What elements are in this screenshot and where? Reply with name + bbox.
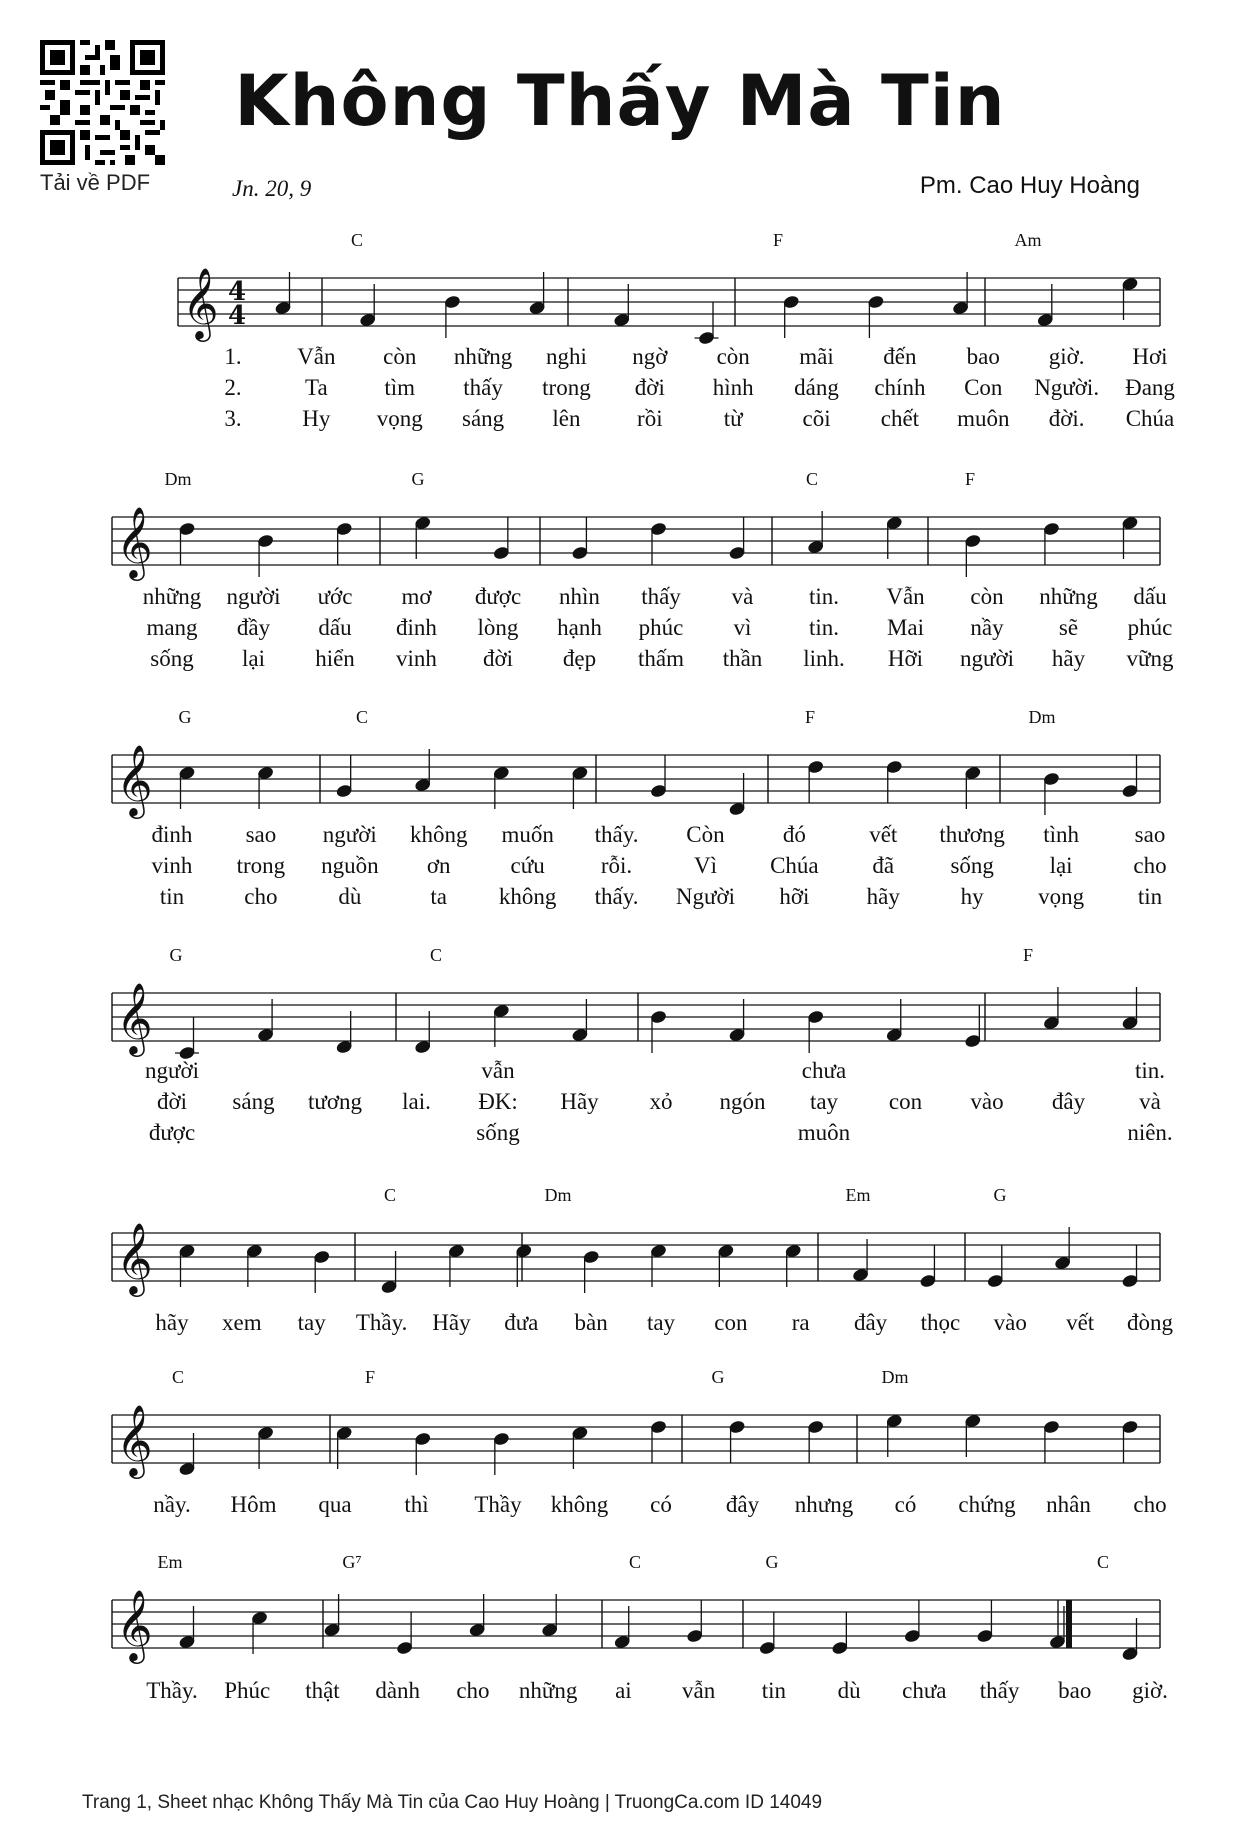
lyric-word: không — [409, 822, 468, 847]
lyric-word: Hãy — [560, 1089, 599, 1114]
lyric-word: chưa — [902, 1678, 947, 1703]
lyric-word: tin — [761, 1678, 786, 1703]
lyric-word: và — [1139, 1089, 1161, 1114]
lyric-word: phúc — [638, 615, 684, 640]
lyric-word: những — [142, 584, 202, 609]
lyric-word: được — [148, 1120, 196, 1145]
lyric-word: trong — [236, 853, 286, 878]
lyric-word: những — [1039, 584, 1098, 609]
treble-clef-icon: 𝄞 — [116, 981, 153, 1054]
download-pdf-link[interactable]: Tải về PDF — [40, 170, 151, 195]
lyric-word: đời — [482, 646, 514, 671]
final-barline-thick — [1066, 1600, 1072, 1648]
chord-symbol: Dm — [164, 469, 192, 489]
lyric-word: dấu — [1133, 584, 1167, 609]
lyric-word: nguồn — [321, 853, 379, 878]
lyric-word: đây — [853, 1310, 888, 1335]
lyric-word: đầy — [236, 615, 271, 640]
lyric-word: muôn — [957, 406, 1010, 431]
lyric-word: con — [888, 1089, 923, 1114]
lyric-word: sao — [1134, 822, 1166, 847]
lyric-word: sao — [245, 822, 277, 847]
lyric-word: lai. — [402, 1089, 431, 1114]
song-title: Không Thấy Mà Tin — [234, 60, 1006, 142]
lyric-word: đẹp — [562, 646, 597, 671]
lyric-word: linh. — [803, 646, 845, 671]
time-signature-bottom: 4 — [228, 301, 247, 331]
lyric-word: cứu — [510, 853, 545, 878]
lyric-word: không — [550, 1492, 609, 1517]
lyric-word: thấy — [979, 1678, 1020, 1703]
lyric-word: sống — [150, 646, 194, 671]
staff-system — [112, 707, 1167, 909]
lyric-word: thấy — [463, 375, 503, 400]
chord-symbol: C — [171, 1367, 185, 1387]
lyric-word: nghi — [546, 344, 587, 369]
lyric-word: thật — [305, 1678, 340, 1703]
lyric-word: Hỡi — [887, 646, 924, 671]
scripture-reference: Jn. 20, 9 — [232, 176, 312, 201]
lyric-word: vết — [869, 822, 898, 847]
lyric-word: vẫn — [682, 1678, 716, 1703]
lyric-word: xem — [222, 1310, 262, 1335]
lyric-word: thấy — [641, 584, 681, 609]
lyric-word: Chúa — [1125, 406, 1175, 431]
lyric-word: đó — [782, 822, 806, 847]
treble-clef-icon: 𝄞 — [116, 1403, 153, 1476]
lyric-word: vào — [993, 1310, 1027, 1335]
chord-symbol: Dm — [881, 1367, 909, 1387]
lyric-word: còn — [716, 344, 750, 369]
lyric-word: sẽ — [1058, 615, 1079, 640]
lyric-word: dấu — [318, 615, 352, 640]
staff-system — [178, 230, 1175, 431]
lyric-word: cõi — [802, 406, 831, 431]
chord-symbol: G — [411, 469, 425, 489]
lyric-word: mang — [146, 615, 198, 640]
lyric-word: vinh — [396, 646, 437, 671]
lyric-word: Người — [675, 884, 736, 909]
lyric-word: 3. — [224, 406, 242, 431]
lyric-word: đời — [634, 375, 665, 400]
lyric-word: tin. — [1134, 1058, 1166, 1083]
lyric-word: niên. — [1127, 1120, 1173, 1145]
lyric-word: sống — [950, 853, 994, 878]
staff-system — [112, 1367, 1167, 1517]
lyric-word: hiển — [315, 646, 355, 671]
lyric-word: ước — [317, 584, 353, 609]
lyric-word: qua — [318, 1492, 352, 1517]
lyric-word: người — [144, 1058, 200, 1083]
staff-system — [112, 945, 1173, 1145]
chord-symbol: Em — [845, 1185, 871, 1205]
lyric-word: dù — [338, 884, 362, 909]
lyric-word: ta — [430, 884, 448, 909]
lyric-word: nhân — [1046, 1492, 1091, 1517]
lyric-word: tin. — [808, 615, 840, 640]
lyric-word: bàn — [574, 1310, 608, 1335]
chord-symbol: F — [964, 469, 976, 489]
lyric-word: Thầy. — [355, 1310, 408, 1335]
chord-symbol: C — [355, 707, 369, 727]
lyric-word: đây — [1051, 1089, 1086, 1114]
chord-symbol: G — [993, 1185, 1007, 1205]
lyric-word: nhìn — [559, 584, 600, 609]
chord-symbol: C — [805, 469, 819, 489]
treble-clef-icon: 𝄞 — [116, 505, 153, 578]
lyric-word: thọc — [920, 1310, 961, 1335]
lyric-word: đinh — [396, 615, 437, 640]
lyric-word: lòng — [477, 615, 519, 640]
chord-symbol: G⁷ — [342, 1552, 362, 1572]
lyric-word: tin — [1137, 884, 1163, 909]
lyric-word: vọng — [376, 406, 423, 431]
lyric-word: đời. — [1048, 406, 1085, 431]
lyric-word: có — [894, 1492, 917, 1517]
lyric-word: sáng — [232, 1089, 275, 1114]
lyric-word: tương — [307, 1089, 363, 1114]
treble-clef-icon: 𝄞 — [182, 266, 219, 339]
lyric-word: thần — [722, 646, 763, 671]
lyric-word: hạnh — [557, 615, 602, 640]
lyric-word: hình — [712, 375, 754, 400]
chord-symbol: Am — [1014, 230, 1042, 250]
lyric-word: ai — [615, 1678, 632, 1703]
lyric-word: người — [226, 584, 281, 609]
lyric-word: bao — [966, 344, 1000, 369]
lyric-word: Thầy — [474, 1492, 522, 1517]
lyric-word: tình — [1043, 822, 1079, 847]
lyric-word: đưa — [504, 1310, 539, 1335]
lyric-word: phúc — [1127, 615, 1173, 640]
chord-symbol: G — [169, 945, 183, 965]
lyric-word: đã — [872, 853, 895, 878]
treble-clef-icon: 𝄞 — [116, 1221, 153, 1294]
lyric-word: tin. — [808, 584, 840, 609]
lyric-word: từ — [723, 406, 743, 431]
lyric-word: hãy — [155, 1310, 189, 1335]
lyric-word: vọng — [1038, 884, 1085, 909]
lyric-word: Thầy. — [146, 1678, 198, 1703]
lyric-word: Vì — [693, 853, 717, 878]
lyric-word: Phúc — [224, 1678, 271, 1703]
lyric-word: những — [453, 344, 513, 369]
lyric-word: vững — [1126, 646, 1174, 671]
chord-symbol: Em — [157, 1552, 183, 1572]
lyric-word: Ta — [305, 375, 328, 400]
lyric-word: lại — [242, 646, 265, 671]
lyric-word: mơ — [401, 584, 432, 609]
lyric-word: những — [518, 1678, 578, 1703]
chord-symbol: F — [804, 707, 816, 727]
lyric-word: tìm — [384, 375, 416, 400]
lyric-word: Đang — [1125, 375, 1175, 400]
lyric-word: nầy. — [153, 1492, 191, 1517]
lyric-word: xỏ — [649, 1089, 673, 1114]
lyric-word: ra — [791, 1310, 810, 1335]
lyric-word: thấm — [638, 646, 684, 671]
lyric-word: cho — [1133, 853, 1167, 878]
lyric-word: Người. — [1034, 375, 1100, 400]
lyric-word: đây — [725, 1492, 760, 1517]
lyric-word: Hôm — [230, 1492, 277, 1517]
lyric-word: 1. — [224, 344, 242, 369]
treble-clef-icon: 𝄞 — [116, 1588, 153, 1661]
lyric-word: Hãy — [432, 1310, 471, 1335]
lyric-word: còn — [970, 584, 1004, 609]
lyric-word: Còn — [686, 822, 725, 847]
lyric-word: ngón — [719, 1089, 766, 1114]
staff-system — [112, 1552, 1168, 1703]
chord-symbol: G — [178, 707, 192, 727]
lyric-word: Hơi — [1132, 344, 1168, 369]
lyric-word: ơn — [426, 853, 451, 878]
lyric-word: người — [322, 822, 377, 847]
staff-system — [112, 1185, 1174, 1335]
chord-symbol: F — [772, 230, 784, 250]
lyric-word: muôn — [797, 1120, 851, 1145]
lyric-word: hãy — [1051, 646, 1086, 671]
chord-symbol: C — [628, 1552, 642, 1572]
treble-clef-icon: 𝄞 — [116, 743, 153, 816]
lyric-word: chưa — [801, 1058, 847, 1083]
lyric-word: sáng — [462, 406, 505, 431]
lyric-word: người — [959, 646, 1015, 671]
chord-symbol: C — [429, 945, 443, 965]
lyric-word: sống — [476, 1120, 520, 1145]
lyric-word: chứng — [958, 1492, 1016, 1517]
lyric-word: có — [650, 1492, 672, 1517]
lyric-word: cho — [244, 884, 278, 909]
lyric-word: chính — [874, 375, 926, 400]
lyric-word: còn — [383, 344, 417, 369]
lyric-word: Con — [964, 375, 1003, 400]
lyric-word: đời — [156, 1089, 188, 1114]
lyric-word: rỗi. — [600, 853, 633, 878]
lyric-word: Vẫn — [297, 344, 336, 369]
lyric-word: thấy. — [594, 884, 639, 909]
chord-symbol: G — [711, 1367, 725, 1387]
lyric-word: đến — [883, 344, 917, 369]
lyric-word: 2. — [224, 375, 242, 400]
lyric-word: và — [731, 584, 754, 609]
chord-symbol: C — [383, 1185, 397, 1205]
lyric-word: vết — [1066, 1310, 1095, 1335]
lyric-word: bao — [1058, 1678, 1092, 1703]
lyric-word: thấy. — [594, 822, 639, 847]
page-footer: Trang 1, Sheet nhạc Không Thấy Mà Tin của Cao Huy Hoàng | TruongCa.com ID 14049 — [82, 1792, 823, 1813]
chord-symbol: F — [364, 1367, 376, 1387]
composer-credit: Pm. Cao Huy Hoàng — [919, 172, 1140, 199]
staff-system — [112, 469, 1174, 671]
lyric-word: nhưng — [794, 1492, 854, 1517]
lyric-word: lại — [1049, 853, 1073, 878]
lyric-word: tay — [809, 1089, 839, 1114]
lyric-word: muốn — [501, 822, 554, 847]
lyric-word: Vẫn — [886, 584, 925, 609]
lyric-word: con — [714, 1310, 748, 1335]
lyric-word: vinh — [151, 853, 193, 878]
time-signature-top: 4 — [228, 277, 247, 307]
lyric-word: nầy — [970, 615, 1004, 640]
lyric-word: dành — [375, 1678, 421, 1703]
lyric-word: tay — [297, 1310, 326, 1335]
lyric-word: hy — [960, 884, 984, 909]
lyric-word: ngờ — [632, 344, 668, 369]
lyric-word: vào — [970, 1089, 1004, 1114]
lyric-word: đòng — [1127, 1310, 1173, 1335]
chord-symbol: G — [765, 1552, 779, 1572]
chord-symbol: Dm — [1028, 707, 1056, 727]
lyric-word: giờ. — [1132, 1678, 1168, 1703]
lyric-word: tin — [159, 884, 185, 909]
lyric-word: dù — [837, 1678, 861, 1703]
lyric-word: tay — [646, 1310, 676, 1335]
lyric-word: hỡi — [779, 884, 810, 909]
chord-symbol: Dm — [544, 1185, 572, 1205]
lyric-word: rồi — [637, 406, 663, 431]
lyric-word: Chúa — [770, 853, 819, 878]
lyric-word: dáng — [794, 375, 839, 400]
lyric-word: thương — [939, 822, 1005, 847]
chord-symbol: C — [1096, 1552, 1110, 1572]
lyric-word: hãy — [866, 884, 900, 909]
lyric-word: Hy — [302, 406, 331, 431]
lyric-word: cho — [1133, 1492, 1167, 1517]
lyric-word: Mai — [886, 615, 925, 640]
chord-symbol: C — [350, 230, 364, 250]
lyric-word: chết — [880, 406, 920, 431]
lyric-word: cho — [456, 1678, 490, 1703]
lyric-word: giờ. — [1048, 344, 1085, 369]
lyric-word: vì — [733, 615, 752, 640]
lyric-word: đinh — [151, 822, 193, 847]
lyric-word: ĐK: — [478, 1089, 518, 1114]
lyric-word: lên — [552, 406, 581, 431]
lyric-word: được — [474, 584, 522, 609]
lyric-word: mãi — [799, 344, 834, 369]
lyric-word: vẫn — [481, 1058, 515, 1083]
lyric-word: thì — [404, 1492, 429, 1517]
lyric-word: trong — [542, 375, 591, 400]
chord-symbol: F — [1022, 945, 1034, 965]
lyric-word: không — [498, 884, 557, 909]
